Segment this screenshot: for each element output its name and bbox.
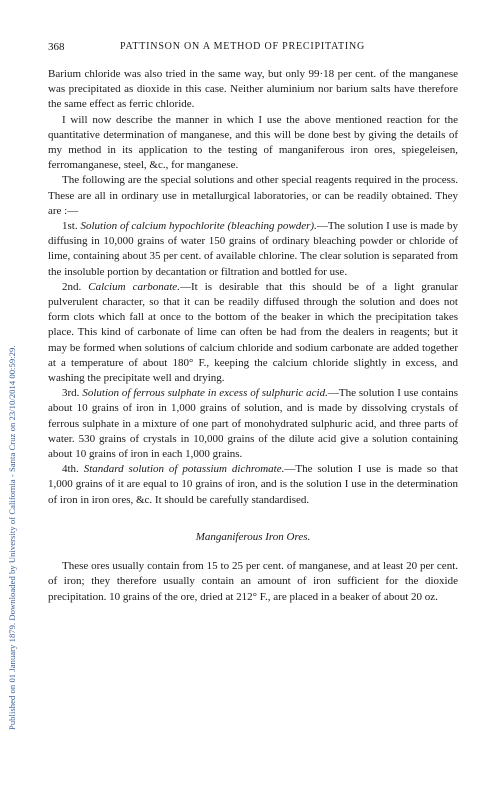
reagent-item-2-text: —It is desirable that this should be of a light granular pulverulent character, so that it can be readily diffused through the solution and does not form clots which fall at once to the bottom of the beaker in which the precipitation takes place. This kind of carbonate of lime can often be had from the dealers in reagents; but it may be formed when solutions of calcium chloride and sodium carbonate are added together at a temperature of about 180° F., keeping the calcium chloride slightly in excess, and washing the precipitate well and drying. <box>48 280 458 385</box>
paragraph-barium-chloride: Barium chloride was also tried in the same way, but only 99·18 per cent. of the manganese was precipitated as dioxide in this case. Neither aluminium nor barium salts have therefore the same effect as ferric chloride. <box>48 68 458 111</box>
running-title: PATTINSON ON A METHOD OF PRECIPITATING <box>120 41 366 52</box>
paragraph-method-intro: I will now describe the manner in which I use the above mentioned reaction for the quantitative determination of manganese, and this will be done best by giving the details of my method in its application to the testing of manganiferous iron ores, spiegeleisen, ferromanganese, steel, &c., for manganese. <box>48 113 458 172</box>
article-body <box>48 67 458 605</box>
reagent-item-4-number: 4th. <box>62 463 79 476</box>
reagent-item-1-number: 1st. <box>62 220 78 233</box>
reagent-item-1-text: —The solution I use is made by diffusing in 10,000 grains of water 150 grains of ordinary bleaching powder or chloride of lime, containing about 35 per cent. of available chlorine. The clear solution is separated from the insoluble portion by decantation or filtration and bottled for use. <box>48 220 458 278</box>
reagent-item-2 <box>48 280 458 386</box>
page-number: 368 <box>48 41 65 53</box>
reagent-item-1 <box>48 219 458 280</box>
download-notice <box>6 30 20 730</box>
reagent-item-2-number: 2nd. <box>62 280 82 293</box>
reagent-item-3-text: —The solution I use contains about 10 grains of iron in 1,000 grains of solution, and is made by dissolving crystals of ferrous sulphate in a mixture of one part of monohydrated sulphuric acid, and three parts of water. 530 grains of crystals in 10,000 grains of the dilute acid give a solution containing about 10 grains of iron in each 1,000 grains. <box>48 387 458 461</box>
reagent-item-4-text: —The solution I use is made so that 1,000 grains of it are equal to 10 grains of iron, and is the solution I use in the determination of iron in iron ores, &c. It should be carefully standardised. <box>48 463 458 506</box>
reagent-item-4 <box>48 462 458 508</box>
reagent-item-3-number: 3rd. <box>62 387 80 400</box>
paragraph-reagents-intro: The following are the special solutions and other special reagents required in the process. These are all in ordinary use in metallurgical laboratories, or can be readily obtained. They are :— <box>48 174 458 217</box>
reagent-item-4-title: Standard solution of potassium dichromate. <box>83 463 285 476</box>
reagent-item-3-title: Solution of ferrous sulphate in excess of sulphuric acid. <box>82 387 328 400</box>
page-header <box>48 40 456 54</box>
reagent-item-2-title: Calcium carbonate. <box>88 280 180 293</box>
reagent-item-3 <box>48 386 458 462</box>
paragraph-manganiferous-ores: These ores usually contain from 15 to 25 per cent. of manganese, and at least 20 per cent. of iron; they therefore usually contain an amount of iron sufficient for the dioxide precipitation. 10 grains of the ore, dried at 212° F., are placed in a beaker of about 20 oz. <box>48 560 458 603</box>
reagent-item-1-title: Solution of calcium hypochlorite (bleaching powder). <box>80 220 317 233</box>
download-notice-text: Published on 01 January 1879. Downloaded by University of California - Santa Cruz on 23/10/2014 00:59:29. <box>7 345 17 730</box>
section-heading: Manganiferous Iron Ores. <box>195 530 311 543</box>
